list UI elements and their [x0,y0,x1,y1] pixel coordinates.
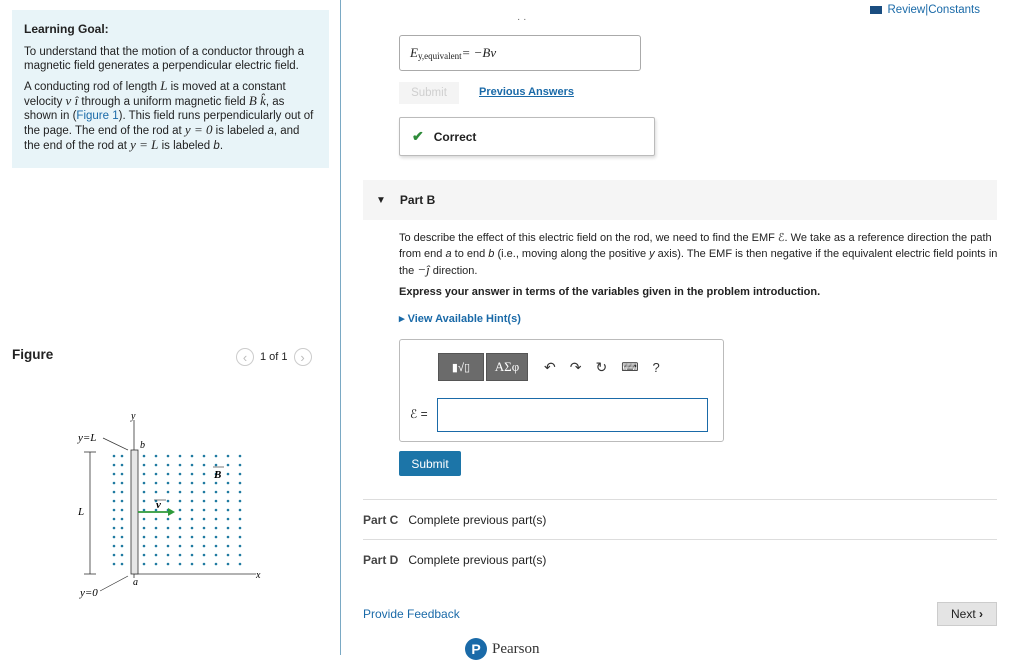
field-dot [179,527,182,530]
field-dot [113,518,116,521]
left-panel [0,0,341,655]
field-dot [239,500,242,503]
intro-text: is moved at a constant velocity [24,81,286,108]
answer-rhs: = −Bv [461,45,497,60]
field-dot [227,545,230,548]
var-yL: y = L [130,137,159,152]
field-dot [121,509,124,512]
field-dot [121,491,124,494]
field-dot [239,554,242,557]
header-separator: | [925,4,929,16]
undo-icon[interactable]: ↶ [544,358,556,375]
part-b-label: Part B [399,193,436,207]
field-dot [121,500,124,503]
field-dot [113,509,116,512]
desc-text: To describe the effect of this electric field on the rod, we need to find the EMF ℰ. We take as a reference direction the path from end [399,232,992,260]
correct-label: Correct [433,129,477,144]
field-dot [215,464,218,467]
field-dot [167,455,170,458]
field-dot [203,563,206,566]
constants-link[interactable]: Constants [928,4,980,16]
field-dot [155,491,158,494]
field-dot [143,491,146,494]
label-y-L: y=L [78,432,97,444]
desc-text: direction. [429,265,478,277]
field-dot [239,563,242,566]
field-dot [227,518,230,521]
field-dot [121,527,124,530]
ellipsis-icon: · · [517,14,527,25]
field-dot [227,554,230,557]
field-dot [179,554,182,557]
desc-text: axis). The EMF is then negative if the equivalent electric field points in the [399,248,998,277]
desc-direction: −ĵ [417,262,430,277]
answer-lhs: E [410,45,418,60]
field-dot [227,491,230,494]
figure-pager [236,348,312,366]
field-dot [203,491,206,494]
desc-text: (i.e., moving along the positive [494,248,650,260]
field-dot [167,518,170,521]
field-dot [215,563,218,566]
field-dot [121,545,124,548]
figure-diagram [70,408,270,613]
var-b: b [213,140,220,152]
field-dot [155,473,158,476]
field-dot [227,563,230,566]
field-dot [227,536,230,539]
field-dot [227,455,230,458]
field-dot [121,473,124,476]
field-dot [227,464,230,467]
greek-button[interactable]: ΑΣφ [486,353,528,381]
figure-link[interactable]: Figure 1 [76,110,119,122]
var-a: a [267,125,274,137]
field-dot [215,545,218,548]
field-dot [179,455,182,458]
field-dot [167,536,170,539]
pager-count: 1 of 1 [260,351,288,363]
field-dot [167,563,170,566]
intro-text: , as shown in ( [24,96,285,122]
field-dot [167,545,170,548]
field-dot [121,482,124,485]
previous-answers-link[interactable]: Previous Answers [479,86,574,98]
part-a-submit-button[interactable]: Submit [399,82,459,104]
field-dot [215,536,218,539]
review-constants [870,4,981,16]
desc-var-a: a [445,248,452,260]
intro-text: is labeled [158,140,214,152]
field-dot [167,473,170,476]
book-icon [870,6,882,14]
part-d-row [363,539,997,580]
field-dot [167,554,170,557]
part-b-submit-button[interactable]: Submit [399,451,461,476]
field-dot [191,563,194,566]
part-b-header[interactable] [363,180,997,220]
field-dot [203,473,206,476]
var-L: L [160,78,168,93]
next-label: Next [950,607,976,621]
checkmark-icon: ✔ [412,128,424,144]
right-panel [341,0,1024,655]
part-c-status: Complete previous part(s) [408,513,547,527]
field-dot [179,464,182,467]
field-dot [179,500,182,503]
intro-text: is labeled [212,125,268,137]
intro-text: through a uniform magnetic field [78,96,249,108]
field-dot [167,482,170,485]
field-dot [155,518,158,521]
field-dot [155,563,158,566]
math-editor [399,339,724,442]
label-a: a [133,577,138,588]
part-c-row [363,499,997,540]
pearson-logo [465,638,540,660]
pearson-p-icon: P [465,638,487,660]
field-dot [227,509,230,512]
field-dot [191,464,194,467]
field-dot [179,509,182,512]
leader-line-bottom [100,576,128,591]
keyboard-icon[interactable]: ⌨ [621,360,639,374]
field-dot [239,455,242,458]
pearson-wordmark: Pearson [492,640,540,657]
field-dot [215,527,218,530]
field-dot [143,536,146,539]
field-dot [215,482,218,485]
field-dot [203,536,206,539]
field-dot [215,500,218,503]
field-dot [167,464,170,467]
field-dot [155,482,158,485]
intro-text: A conducting rod of length [24,81,161,93]
field-dot [239,509,242,512]
express-instruction: Express your answer in terms of the variables given in the problem introduction. [399,286,821,298]
emf-label: ℰ = [410,407,428,421]
field-dot [121,464,124,467]
emf-input[interactable] [437,398,708,432]
field-dot [227,500,230,503]
correct-feedback [399,117,655,156]
desc-var-y: y [649,248,655,260]
field-dot [167,491,170,494]
field-dot [191,545,194,548]
field-dot [215,554,218,557]
provide-feedback-link[interactable]: Provide Feedback [363,607,460,621]
field-dot [179,536,182,539]
chevron-right-icon[interactable]: › [294,348,312,366]
field-dot [143,482,146,485]
field-dot [155,455,158,458]
field-dot [143,455,146,458]
field-dot [113,455,116,458]
var-v: v î [65,93,79,108]
label-x-axis: x [256,570,261,581]
field-dot [167,500,170,503]
field-dot [191,455,194,458]
label-y-0: y=0 [80,587,98,599]
field-dot [227,473,230,476]
next-button[interactable] [937,602,997,626]
field-dot [113,554,116,557]
part-d-label: Part D [363,553,399,567]
template-button[interactable]: ▮√▯ [438,353,484,381]
field-dot [121,554,124,557]
field-dot [143,464,146,467]
field-dot [155,545,158,548]
field-dot [143,545,146,548]
label-y-axis: y [131,411,136,422]
field-dot [239,464,242,467]
desc-var-b: b [488,248,495,260]
rod-field-diagram [70,408,270,608]
field-dot [155,536,158,539]
field-dot [203,464,206,467]
field-dot [239,491,242,494]
editor-toolbar [438,353,660,381]
desc-text: to end [451,248,489,260]
field-dot [239,482,242,485]
field-dot [143,554,146,557]
part-a-answer [399,35,641,71]
problem-intro [24,79,317,153]
field-dot [113,491,116,494]
answer-subscript: y,equivalent [417,51,462,61]
review-link[interactable]: Review [887,4,926,16]
field-dot [167,527,170,530]
intro-text: . [219,140,224,152]
hint-link[interactable] [399,312,521,325]
collapse-triangle-icon: ▼ [376,194,386,206]
field-dot [113,473,116,476]
field-dot [191,500,194,503]
chevron-right-icon: › [979,607,984,621]
field-dot [113,527,116,530]
field-dot [143,563,146,566]
chevron-left-icon[interactable]: ‹ [236,348,254,366]
field-dot [155,527,158,530]
field-dot [203,509,206,512]
intro-text: , and the end of the rod at [24,125,300,152]
triangle-right-icon: ▸ [399,313,408,325]
field-dot [191,473,194,476]
label-B: B [214,469,222,481]
field-dot [113,536,116,539]
part-d-status: Complete previous part(s) [408,553,547,567]
hint-label: View Available Hint(s) [407,313,521,325]
field-dot [179,518,182,521]
field-dot [143,500,146,503]
field-dot [121,518,124,521]
var-y0: y = 0 [184,122,213,137]
reset-icon[interactable]: ↻ [595,358,608,375]
field-dot [143,473,146,476]
field-dot [143,509,146,512]
conducting-rod [131,450,138,574]
field-dot [239,527,242,530]
field-dot [143,518,146,521]
velocity-arrowhead [168,508,175,516]
field-dot [215,509,218,512]
part-c-label: Part C [363,513,399,527]
label-v: v [156,499,161,511]
redo-icon[interactable]: ↷ [569,358,582,375]
field-dot [227,527,230,530]
label-L: L [78,506,85,518]
field-dot [121,536,124,539]
field-dot [191,527,194,530]
field-dot [155,464,158,467]
field-dot [203,518,206,521]
field-dot [113,482,116,485]
field-dot [191,482,194,485]
field-dot [203,554,206,557]
field-dot [203,527,206,530]
field-dot [239,473,242,476]
field-dot [191,518,194,521]
field-dot [143,527,146,530]
field-dot [179,545,182,548]
field-dot [179,563,182,566]
field-dot [113,500,116,503]
field-dot [155,554,158,557]
field-dot [191,536,194,539]
field-dot [179,491,182,494]
learning-goal-title: Learning Goal: [24,22,109,36]
label-b: b [140,440,145,451]
field-dot [191,554,194,557]
field-dot [215,455,218,458]
field-dot [203,482,206,485]
field-dot [227,482,230,485]
field-dot [179,482,182,485]
var-B: B k̂ [248,93,266,108]
field-dot [215,518,218,521]
field-dot [239,518,242,521]
help-icon[interactable]: ? [652,359,660,375]
field-dot [203,545,206,548]
figure-title: Figure [12,347,54,362]
intro-text: ). This field runs perpendicularly out of the page. The end of the rod at [24,110,314,137]
leader-line-top [103,438,128,450]
field-dot [203,500,206,503]
learning-goal-text: To understand that the motion of a conductor through a magnetic field generates a perpendicular electric field. [24,46,305,72]
field-dot [203,455,206,458]
field-dot [179,473,182,476]
field-dot [239,536,242,539]
field-dot [113,563,116,566]
field-dot [191,491,194,494]
field-dot [113,545,116,548]
field-dot [121,455,124,458]
field-dot [113,464,116,467]
field-dot [191,509,194,512]
part-b-description [399,230,999,279]
field-dot [215,491,218,494]
field-dot [121,563,124,566]
learning-goal-box [12,10,329,168]
field-dot [239,545,242,548]
